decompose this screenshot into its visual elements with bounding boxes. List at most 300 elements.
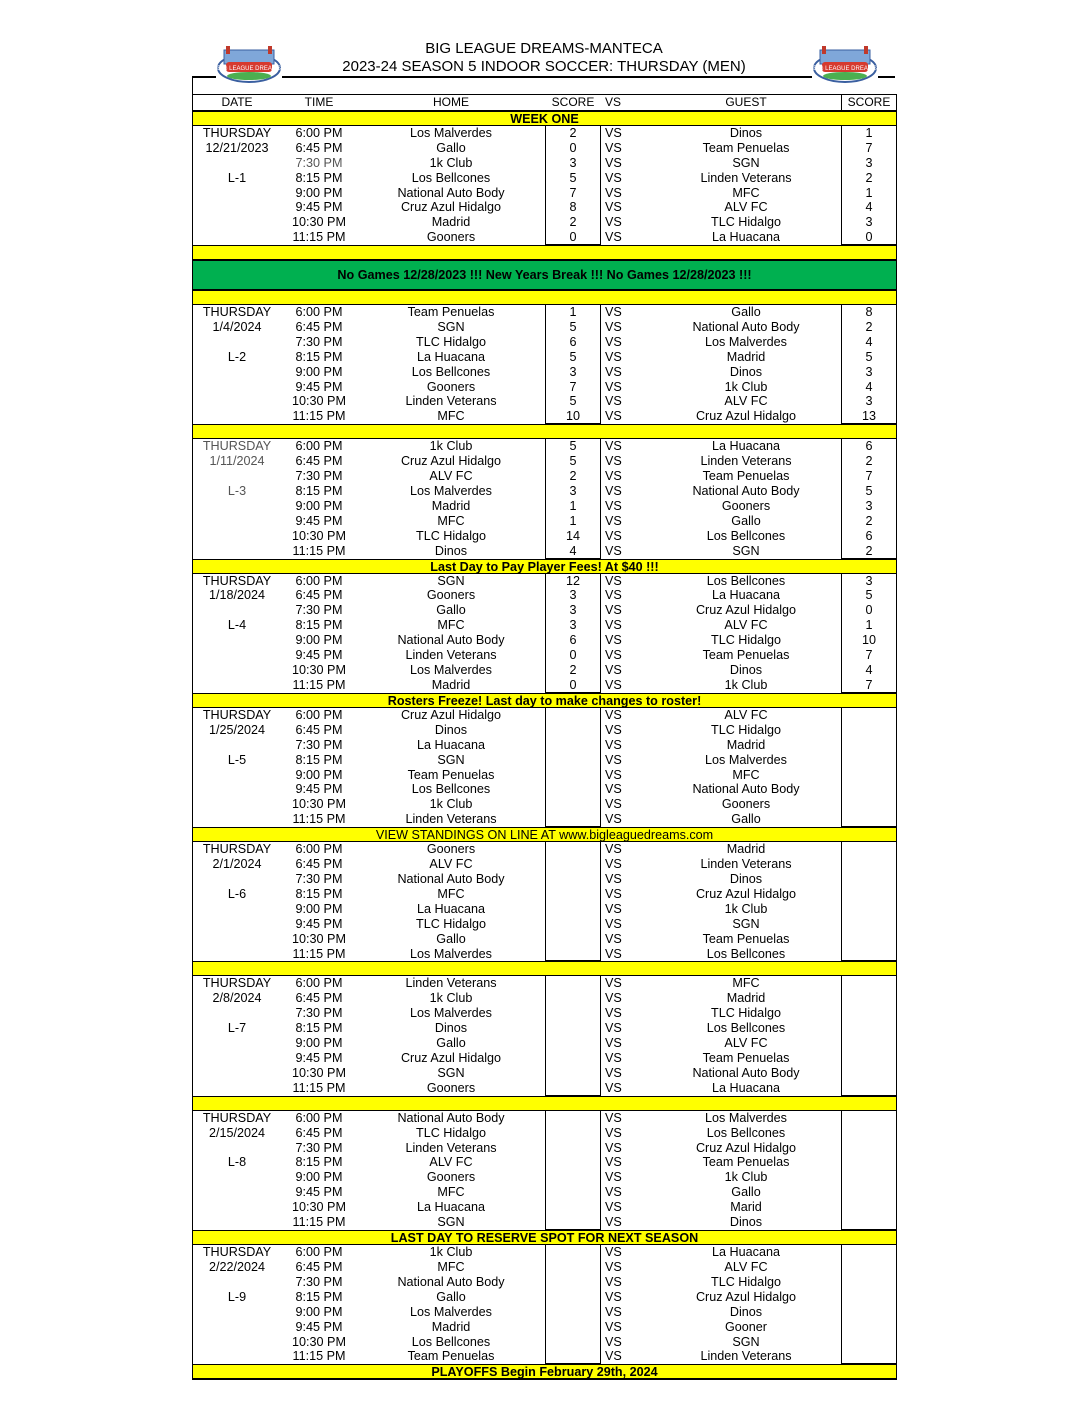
- guest-score-cell: [841, 1200, 896, 1215]
- home-score-cell: [545, 1349, 601, 1364]
- vs-cell: VS: [605, 513, 622, 528]
- table-row: [193, 1141, 896, 1156]
- home-score-cell: [545, 753, 601, 768]
- date-cell: [193, 1185, 281, 1200]
- league-label: L-4: [227, 618, 247, 633]
- home-team-cell: National Auto Body: [397, 633, 505, 648]
- column-header-home: HOME: [433, 95, 469, 109]
- column-header-date: DATE: [221, 95, 253, 109]
- home-team-cell: Gooners: [426, 379, 476, 394]
- date-cell: [193, 932, 281, 947]
- home-team-cell: Team Penuelas: [407, 1349, 495, 1364]
- date-label: 2/8/2024: [212, 991, 262, 1006]
- guest-team-cell: 1k Club: [724, 379, 768, 394]
- table-row: [193, 499, 896, 514]
- guest-team-cell: SGN: [732, 155, 760, 170]
- guest-team-cell: 1k Club: [724, 677, 768, 692]
- date-cell: [193, 335, 281, 350]
- date-cell: [193, 409, 281, 424]
- date-cell: [193, 200, 281, 215]
- home-team-cell: Madrid: [431, 215, 471, 230]
- guest-team-cell: Team Penuelas: [702, 931, 790, 946]
- time-cell: 6:45 PM: [295, 319, 343, 334]
- guest-score-cell: [841, 738, 896, 753]
- time-cell: 10:30 PM: [292, 931, 346, 946]
- date-cell: [193, 1081, 281, 1096]
- home-team-cell: ALV FC: [429, 857, 473, 872]
- table-row: [193, 723, 896, 738]
- home-score-cell: [545, 812, 601, 827]
- time-cell: 7:30 PM: [295, 737, 343, 752]
- vs-cell: VS: [605, 1021, 622, 1036]
- vs-cell: VS: [605, 1006, 622, 1021]
- table-row: [193, 1320, 896, 1335]
- time-cell: 10:30 PM: [292, 1065, 346, 1080]
- home-team-cell: Los Bellcones: [411, 364, 491, 379]
- home-team-cell: TLC Hidalgo: [416, 916, 486, 931]
- time-cell: 9:45 PM: [295, 1185, 343, 1200]
- date-cell: [193, 663, 281, 678]
- vs-cell: VS: [605, 528, 622, 543]
- table-row: [193, 633, 896, 648]
- time-cell: 8:15 PM: [295, 886, 343, 901]
- column-header-home-score: SCORE: [551, 95, 595, 109]
- home-team-cell: National Auto Body: [397, 1274, 505, 1289]
- guest-score-cell: 6: [841, 439, 896, 454]
- vs-cell: VS: [605, 1349, 622, 1364]
- date-cell: [193, 768, 281, 783]
- date-cell: [193, 902, 281, 917]
- time-cell: 6:45 PM: [295, 140, 343, 155]
- guest-team-cell: Madrid: [726, 842, 766, 857]
- guest-score-cell: 3: [841, 499, 896, 514]
- guest-team-cell: Los Malverdes: [705, 1110, 787, 1125]
- guest-team-cell: Cruz Azul Hidalgo: [695, 1140, 797, 1155]
- time-cell: 9:45 PM: [295, 513, 343, 528]
- home-score-cell: [545, 1275, 601, 1290]
- home-score-cell: [545, 857, 601, 872]
- home-team-cell: 1k Club: [429, 991, 473, 1006]
- guest-score-cell: [841, 1245, 896, 1260]
- table-row: [193, 1245, 896, 1260]
- guest-score-cell: 4: [841, 200, 896, 215]
- time-cell: 6:00 PM: [295, 573, 343, 588]
- day-label: THURSDAY: [202, 1245, 272, 1259]
- column-header-guest-score: SCORE: [841, 95, 896, 110]
- time-cell: 6:00 PM: [295, 1110, 343, 1125]
- vs-cell: VS: [605, 1289, 622, 1304]
- home-score-cell: 4: [545, 544, 601, 559]
- guest-team-cell: Gallo: [731, 1185, 761, 1200]
- vs-cell: VS: [605, 663, 622, 678]
- vs-cell: VS: [605, 334, 622, 349]
- home-team-cell: Los Malverdes: [410, 483, 492, 498]
- table-row: [193, 603, 896, 618]
- column-header-guest: GUEST: [725, 95, 767, 109]
- home-score-cell: 0: [545, 230, 601, 245]
- guest-team-cell: TLC Hidalgo: [711, 1274, 781, 1289]
- vs-cell: VS: [605, 439, 622, 454]
- date-cell: [193, 603, 281, 618]
- guest-score-cell: 2: [841, 514, 896, 529]
- home-score-cell: [545, 1006, 601, 1021]
- svg-text:BIG LEAGUE DREAMS: BIG LEAGUE DREAMS: [217, 66, 281, 72]
- home-team-cell: Gallo: [436, 931, 466, 946]
- time-cell: 9:00 PM: [295, 364, 343, 379]
- home-score-cell: [545, 887, 601, 902]
- time-cell: 10:30 PM: [292, 663, 346, 678]
- guest-team-cell: Cruz Azul Hidalgo: [695, 1289, 797, 1304]
- time-cell: 6:45 PM: [295, 1259, 343, 1274]
- guest-score-cell: [841, 1021, 896, 1036]
- page-header: [0, 0, 1088, 92]
- vs-cell: VS: [605, 588, 622, 603]
- table-row: [193, 186, 896, 201]
- home-team-cell: National Auto Body: [397, 871, 505, 886]
- time-cell: 6:45 PM: [295, 857, 343, 872]
- table-row: [193, 544, 896, 559]
- guest-score-cell: 2: [841, 544, 896, 559]
- home-team-cell: Gallo: [436, 140, 466, 155]
- vs-cell: VS: [605, 946, 622, 961]
- guest-score-cell: [841, 991, 896, 1006]
- home-score-cell: [545, 1185, 601, 1200]
- guest-team-cell: MFC: [732, 185, 760, 200]
- table-row: [193, 872, 896, 887]
- vs-cell: VS: [605, 409, 622, 424]
- home-score-cell: [545, 1126, 601, 1141]
- table-row: [193, 738, 896, 753]
- guest-score-cell: [841, 1081, 896, 1096]
- league-label: L-8: [227, 1155, 247, 1170]
- guest-team-cell: Dinos: [729, 1215, 763, 1230]
- guest-score-cell: [841, 782, 896, 797]
- home-score-cell: 5: [545, 171, 601, 186]
- guest-team-cell: SGN: [732, 543, 760, 558]
- time-cell: 9:00 PM: [295, 633, 343, 648]
- date-cell: [193, 529, 281, 544]
- guest-team-cell: Los Bellcones: [706, 1125, 786, 1140]
- date-cell: [193, 514, 281, 529]
- home-score-cell: 3: [545, 603, 601, 618]
- home-team-cell: Gallo: [436, 1289, 466, 1304]
- vs-cell: VS: [605, 1274, 622, 1289]
- table-row: [193, 574, 896, 589]
- guest-team-cell: SGN: [732, 916, 760, 931]
- time-cell: 6:00 PM: [295, 304, 343, 319]
- guest-team-cell: SGN: [732, 1334, 760, 1349]
- guest-score-cell: [841, 753, 896, 768]
- date-label: 1/25/2024: [208, 722, 266, 737]
- time-cell: 9:00 PM: [295, 1036, 343, 1051]
- home-score-cell: [545, 1141, 601, 1156]
- vs-cell: VS: [605, 1140, 622, 1155]
- week-one-banner: WEEK ONE: [193, 111, 896, 126]
- table-row: [193, 857, 896, 872]
- home-team-cell: National Auto Body: [397, 185, 505, 200]
- vs-cell: VS: [605, 737, 622, 752]
- guest-score-cell: [841, 1111, 896, 1126]
- guest-score-cell: 4: [841, 335, 896, 350]
- guest-team-cell: TLC Hidalgo: [711, 215, 781, 230]
- date-cell: [193, 1320, 281, 1335]
- vs-cell: VS: [605, 1245, 622, 1259]
- table-row: [193, 753, 896, 768]
- table-row: [193, 991, 896, 1006]
- guest-score-cell: 3: [841, 394, 896, 409]
- home-score-cell: 1: [545, 499, 601, 514]
- guest-team-cell: Gooners: [721, 797, 771, 812]
- home-team-cell: Gallo: [436, 1036, 466, 1051]
- guest-score-cell: 2: [841, 171, 896, 186]
- vs-cell: VS: [605, 469, 622, 484]
- vs-cell: VS: [605, 752, 622, 767]
- table-row: [193, 1006, 896, 1021]
- date-cell: [193, 499, 281, 514]
- time-cell: 11:15 PM: [292, 812, 346, 827]
- date-cell: [193, 215, 281, 230]
- guest-team-cell: Cruz Azul Hidalgo: [695, 603, 797, 618]
- guest-score-cell: [841, 1320, 896, 1335]
- time-cell: 8:15 PM: [295, 1155, 343, 1170]
- date-cell: [193, 544, 281, 559]
- guest-team-cell: Los Malverdes: [705, 752, 787, 767]
- day-label: THURSDAY: [202, 125, 272, 140]
- guest-score-cell: 3: [841, 574, 896, 589]
- date-cell: [193, 947, 281, 962]
- home-score-cell: [545, 1021, 601, 1036]
- home-team-cell: ALV FC: [429, 469, 473, 484]
- player-fees-banner: Last Day to Pay Player Fees! At $40 !!!: [193, 559, 896, 574]
- time-cell: 7:30 PM: [295, 1006, 343, 1021]
- guest-team-cell: Dinos: [729, 1304, 763, 1319]
- vs-cell: VS: [605, 1110, 622, 1125]
- time-cell: 8:15 PM: [295, 618, 343, 633]
- column-header-vs: VS: [605, 95, 622, 109]
- home-team-cell: Cruz Azul Hidalgo: [400, 1051, 502, 1066]
- vs-cell: VS: [605, 185, 622, 200]
- table-row: [193, 409, 896, 424]
- home-team-cell: MFC: [437, 1259, 465, 1274]
- guest-team-cell: Gooner: [724, 1319, 767, 1334]
- home-team-cell: SGN: [437, 319, 465, 334]
- table-row: [193, 1081, 896, 1096]
- date-cell: [193, 469, 281, 484]
- time-cell: 11:15 PM: [292, 230, 346, 245]
- guest-team-cell: Cruz Azul Hidalgo: [695, 409, 797, 424]
- spacer-row: [193, 961, 896, 976]
- guest-score-cell: [841, 1006, 896, 1021]
- guest-score-cell: [841, 1170, 896, 1185]
- guest-score-cell: [841, 857, 896, 872]
- league-label: L-9: [227, 1289, 247, 1304]
- guest-score-cell: [841, 887, 896, 902]
- guest-score-cell: [841, 1305, 896, 1320]
- home-score-cell: [545, 872, 601, 887]
- time-cell: 10:30 PM: [292, 1334, 346, 1349]
- home-score-cell: [545, 932, 601, 947]
- vs-cell: VS: [605, 618, 622, 633]
- vs-cell: VS: [605, 379, 622, 394]
- vs-cell: VS: [605, 200, 622, 215]
- home-score-cell: 3: [545, 484, 601, 499]
- table-row: [193, 1111, 896, 1126]
- day-label: THURSDAY: [202, 842, 272, 857]
- time-cell: 9:45 PM: [295, 1319, 343, 1334]
- time-cell: 8:15 PM: [295, 1021, 343, 1036]
- vs-cell: VS: [605, 1065, 622, 1080]
- vs-cell: VS: [605, 901, 622, 916]
- time-cell: 6:45 PM: [295, 454, 343, 469]
- home-score-cell: [545, 1081, 601, 1096]
- home-team-cell: La Huacana: [417, 349, 485, 364]
- home-score-cell: [545, 1200, 601, 1215]
- guest-team-cell: La Huacana: [712, 230, 780, 245]
- vs-cell: VS: [605, 1185, 622, 1200]
- table-row: [193, 305, 896, 320]
- vs-cell: VS: [605, 812, 622, 827]
- guest-score-cell: 0: [841, 230, 896, 245]
- guest-team-cell: National Auto Body: [692, 1065, 800, 1080]
- guest-score-cell: 5: [841, 350, 896, 365]
- guest-score-cell: [841, 1066, 896, 1081]
- time-cell: 9:00 PM: [295, 1170, 343, 1185]
- home-score-cell: 5: [545, 350, 601, 365]
- league-label: L-3: [227, 483, 247, 498]
- guest-score-cell: [841, 1335, 896, 1350]
- vs-cell: VS: [605, 976, 622, 991]
- home-score-cell: [545, 708, 601, 723]
- league-label: L-2: [227, 349, 247, 364]
- time-cell: 6:45 PM: [295, 1125, 343, 1140]
- guest-score-cell: 3: [841, 156, 896, 171]
- vs-cell: VS: [605, 349, 622, 364]
- vs-cell: VS: [605, 677, 622, 692]
- vs-cell: VS: [605, 1259, 622, 1274]
- vs-cell: VS: [605, 304, 622, 319]
- date-cell: [193, 230, 281, 245]
- guest-team-cell: TLC Hidalgo: [711, 633, 781, 648]
- home-score-cell: [545, 1155, 601, 1170]
- home-team-cell: Cruz Azul Hidalgo: [400, 454, 502, 469]
- home-score-cell: [545, 1111, 601, 1126]
- home-team-cell: Los Malverdes: [410, 1304, 492, 1319]
- day-label: THURSDAY: [202, 304, 272, 319]
- spacer-row: [193, 1096, 896, 1111]
- home-score-cell: [545, 1066, 601, 1081]
- guest-team-cell: ALV FC: [724, 618, 768, 633]
- vs-cell: VS: [605, 931, 622, 946]
- time-cell: 8:15 PM: [295, 752, 343, 767]
- date-cell: [193, 1036, 281, 1051]
- home-team-cell: Madrid: [431, 1319, 471, 1334]
- home-score-cell: 5: [545, 439, 601, 454]
- vs-cell: VS: [605, 991, 622, 1006]
- home-score-cell: [545, 1290, 601, 1305]
- league-label: L-7: [227, 1021, 247, 1036]
- guest-team-cell: Madrid: [726, 991, 766, 1006]
- table-row: [193, 200, 896, 215]
- page-title: BIG LEAGUE DREAMS-MANTECA: [425, 40, 663, 57]
- table-row: [193, 782, 896, 797]
- home-team-cell: 1k Club: [429, 439, 473, 454]
- time-cell: 8:15 PM: [295, 1289, 343, 1304]
- home-score-cell: [545, 917, 601, 932]
- home-score-cell: 6: [545, 633, 601, 648]
- home-team-cell: MFC: [437, 513, 465, 528]
- date-cell: [193, 738, 281, 753]
- vs-cell: VS: [605, 1170, 622, 1185]
- table-row: [193, 350, 896, 365]
- guest-team-cell: Team Penuelas: [702, 469, 790, 484]
- home-team-cell: Los Malverdes: [410, 663, 492, 678]
- vs-cell: VS: [605, 483, 622, 498]
- home-team-cell: Linden Veterans: [405, 1140, 497, 1155]
- table-row: [193, 171, 896, 186]
- date-label: 1/18/2024: [208, 588, 266, 603]
- home-score-cell: [545, 738, 601, 753]
- home-team-cell: 1k Club: [429, 797, 473, 812]
- time-cell: 9:45 PM: [295, 916, 343, 931]
- time-cell: 11:15 PM: [292, 543, 346, 558]
- vs-cell: VS: [605, 125, 622, 140]
- guest-team-cell: Linden Veterans: [700, 857, 792, 872]
- date-cell: [193, 678, 281, 693]
- home-score-cell: 0: [545, 678, 601, 693]
- home-team-cell: Gooners: [426, 588, 476, 603]
- table-row: [193, 812, 896, 827]
- home-team-cell: Dinos: [434, 722, 468, 737]
- home-team-cell: Linden Veterans: [405, 394, 497, 409]
- vs-cell: VS: [605, 857, 622, 872]
- home-score-cell: 0: [545, 648, 601, 663]
- date-cell: [193, 648, 281, 663]
- time-cell: 6:45 PM: [295, 991, 343, 1006]
- table-row: [193, 1349, 896, 1364]
- vs-cell: VS: [605, 1200, 622, 1215]
- table-row: [193, 768, 896, 783]
- date-cell: [193, 633, 281, 648]
- table-row: [193, 1051, 896, 1066]
- home-team-cell: Cruz Azul Hidalgo: [400, 200, 502, 215]
- guest-score-cell: [841, 976, 896, 991]
- date-cell: [193, 156, 281, 171]
- home-team-cell: Los Malverdes: [410, 125, 492, 140]
- guest-team-cell: La Huacana: [712, 439, 780, 454]
- home-score-cell: [545, 797, 601, 812]
- table-row: [193, 1260, 896, 1275]
- date-label: 2/22/2024: [208, 1259, 266, 1274]
- guest-score-cell: 1: [841, 186, 896, 201]
- guest-score-cell: [841, 723, 896, 738]
- home-team-cell: MFC: [437, 409, 465, 424]
- home-team-cell: Madrid: [431, 498, 471, 513]
- home-score-cell: 12: [545, 574, 601, 589]
- time-cell: 6:00 PM: [295, 439, 343, 454]
- guest-team-cell: 1k Club: [724, 901, 768, 916]
- date-cell: [193, 1335, 281, 1350]
- home-score-cell: [545, 723, 601, 738]
- time-cell: 11:15 PM: [292, 677, 346, 692]
- guest-team-cell: Cruz Azul Hidalgo: [695, 886, 797, 901]
- time-cell: 11:15 PM: [292, 1080, 346, 1095]
- guest-team-cell: Madrid: [726, 737, 766, 752]
- home-score-cell: 3: [545, 156, 601, 171]
- guest-team-cell: Gooners: [721, 498, 771, 513]
- guest-score-cell: [841, 842, 896, 857]
- guest-score-cell: [841, 1141, 896, 1156]
- time-cell: 7:30 PM: [295, 603, 343, 618]
